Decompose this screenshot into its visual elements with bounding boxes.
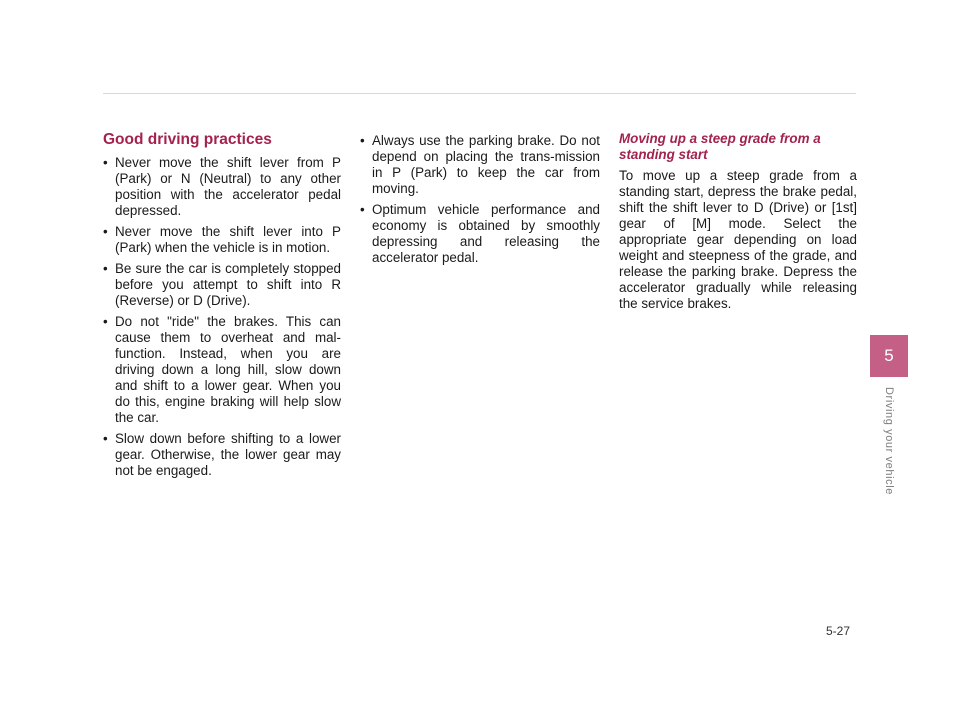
bullet-text: Be sure the car is completely stopped before you attempt to shift into R (Reverse) or D (Drive). xyxy=(115,261,341,308)
bullet-text: Slow down before shifting to a lower gear. Otherwise, the lower gear may not be engaged. xyxy=(115,431,341,478)
list-item xyxy=(103,261,341,309)
list-item xyxy=(103,155,341,219)
bullet-dot: • xyxy=(103,261,108,276)
section-heading: Good driving practices xyxy=(103,131,272,148)
column-right xyxy=(619,131,857,312)
bullet-dot: • xyxy=(360,202,365,217)
list-item xyxy=(103,224,341,256)
column-left xyxy=(103,131,341,484)
bullet-text: Optimum vehicle performance and economy is obtained by smoothly depressing and releasing the accelerator pedal. xyxy=(372,202,600,265)
bullet-dot: • xyxy=(103,155,108,170)
bullet-text: Always use the parking brake. Do not depend on placing the trans-mission in P (Park) to keep the car from moving. xyxy=(372,133,600,196)
bullet-list-middle xyxy=(360,133,600,266)
page-number: 5-27 xyxy=(826,624,851,638)
list-item xyxy=(103,314,341,426)
bullet-text: Do not "ride" the brakes. This can cause them to overheat and mal-function. Instead, when you are driving down a long hill, slow down and shift to a lower gear. When you do this, engine braking will help slow the car. xyxy=(115,314,341,425)
subsection-body: To move up a steep grade from a standing start, depress the brake pedal, shift the shift lever to D (Drive) or [1st] gear of [M] mode. Select the appropriate gear depending on load weight and steepness of the grade, and release the parking brake. Depress the accelerator gradually while releasing the service brakes. xyxy=(619,168,857,311)
bullet-text: Never move the shift lever into P (Park) when the vehicle is in motion. xyxy=(115,224,341,255)
bullet-list-left xyxy=(103,155,341,479)
header-divider xyxy=(103,93,856,94)
bullet-text: Never move the shift lever from P (Park) or N (Neutral) to any other position with the accelerator pedal depressed. xyxy=(115,155,341,218)
bullet-dot: • xyxy=(103,431,108,446)
column-middle xyxy=(360,133,600,271)
list-item xyxy=(103,431,341,479)
subsection-heading: Moving up a steep grade from a standing start xyxy=(619,131,821,162)
list-item xyxy=(360,202,600,266)
bullet-dot: • xyxy=(103,224,108,239)
chapter-number-tab: 5 xyxy=(870,335,908,377)
bullet-dot: • xyxy=(360,133,365,148)
bullet-dot: • xyxy=(103,314,108,329)
list-item xyxy=(360,133,600,197)
chapter-title: Driving your vehicle xyxy=(883,387,895,495)
